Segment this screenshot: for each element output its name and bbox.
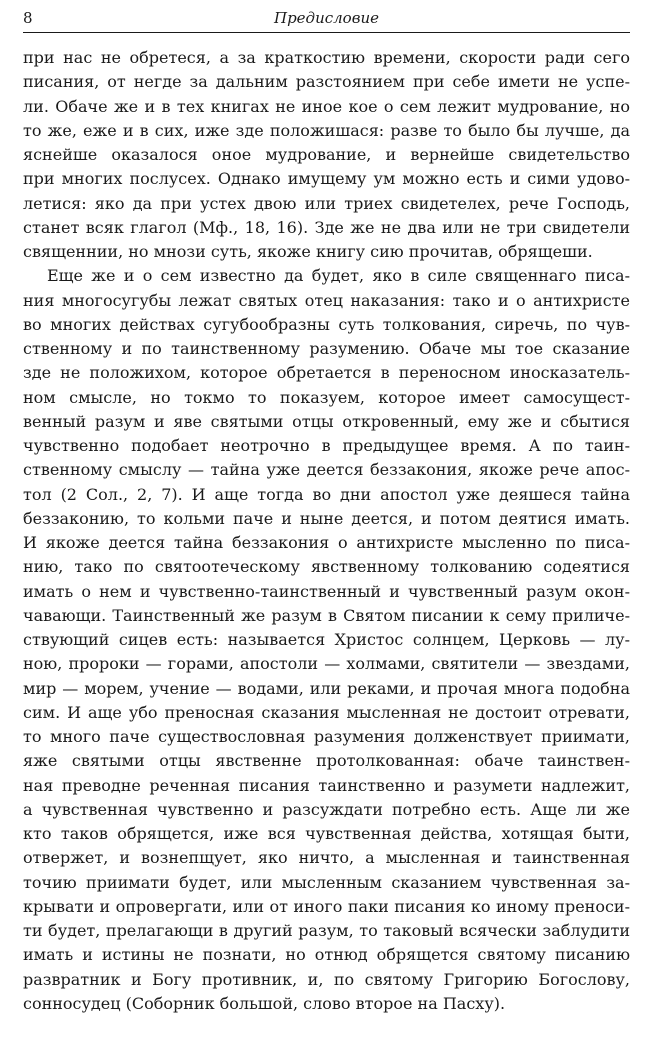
text-line: крывати и опровергати, или от иного паки писания ко иному преноси- bbox=[23, 896, 630, 916]
header-rule bbox=[23, 32, 630, 33]
text-line: зде не положихом, которое обретается в переносном иносказатель- bbox=[23, 363, 630, 383]
text-line: ственному и по таинственному разумению. Обаче мы тое сказание bbox=[23, 339, 630, 358]
text-line: летися: яко да при устех двою или триех свидетелех, рече Господь, bbox=[23, 193, 630, 213]
text-line: мир — морем, учение — водами, или реками, и прочая многа подобна bbox=[23, 678, 630, 698]
text-line: ли. Обаче же и в тех книгах не иное кое о сем лежит мудрование, но bbox=[23, 96, 630, 116]
text-line: венный разум и яве святыми отцы откровенный, ему же и сбытися bbox=[23, 411, 630, 431]
running-title: Предисловие bbox=[274, 9, 379, 27]
text-line: нию, тако по святоотеческому явственному толкованию содеятися bbox=[23, 557, 630, 577]
text-line: отвержет, и вознепщует, яко ничто, а мысленная и таинственная bbox=[23, 848, 630, 868]
text-line: а чувственная чувственно и разсуждати потребно есть. Аще ли же bbox=[23, 799, 630, 819]
text-line: чавающи. Таинственный же разум в Святом писании к сему приличе- bbox=[23, 605, 630, 625]
body-text bbox=[23, 46, 630, 1016]
text-line: ственному смыслу — тайна уже деется беззакония, якоже рече апос- bbox=[23, 460, 630, 480]
text-line: яже святыми отцы явственне протолкованная: обаче таинствен- bbox=[23, 751, 630, 771]
text-line: то же, еже и в сих, иже зде положишася: разве то было бы лучше, да bbox=[23, 120, 630, 140]
text-line: ти будет, прелагающи в другий разум, то таковый всячески заблудити bbox=[23, 921, 630, 940]
text-line: кто таков обрящется, иже вся чувственная действа, хотящая быти, bbox=[23, 824, 630, 843]
text-line: писания, от негде за дальним разстоянием при себе имети не успе- bbox=[23, 72, 630, 92]
text-line: при многих послусех. Однако имущему ум можно есть и сими удово- bbox=[23, 169, 630, 189]
text-line: И якоже деется тайна беззакония о антихристе мысленно по писа- bbox=[23, 533, 630, 552]
text-line: ном смысле, но токмо то показуем, которое имеет самосущест- bbox=[23, 387, 630, 407]
text-line: ная преводне реченная писания таинственно и разумети надлежит, bbox=[23, 775, 630, 795]
text-line: тол (2 Сол., 2, 7). И аще тогда во дни апостол уже деяшеся тайна bbox=[23, 484, 630, 504]
text-line: священнии, но мнози суть, якоже книгу сию прочитав, обрящеши. bbox=[23, 242, 593, 261]
text-line: чувственно подобает неотрочно в предыдущее время. А по таин- bbox=[23, 436, 630, 455]
text-line: сим. И аще убо преносная сказания мысленная не достоит отревати, bbox=[23, 702, 630, 722]
text-line: станет всяк глагол (Мф., 18, 16). Зде же не два или не три свидетели bbox=[23, 217, 630, 237]
text-line: ною, пророки — горами, апостоли — холмами, святители — звездами, bbox=[23, 654, 630, 674]
paragraph-2 bbox=[23, 264, 630, 1016]
text-line: то много паче существословная разумения долженствует приимати, bbox=[23, 727, 630, 746]
text-line: сонносудец (Соборник большой, слово второе на Пасху). bbox=[23, 993, 506, 1013]
page-number: 8 bbox=[23, 9, 33, 27]
page-header bbox=[23, 9, 630, 33]
text-line: развратник и Богу противник, и, по святому Григорию Богослову, bbox=[23, 969, 630, 989]
paragraph-1 bbox=[23, 46, 630, 264]
text-line: точию приимати будет, или мысленным сказанием чувственная за- bbox=[23, 872, 630, 892]
text-line: имать и истины не познати, но отнюд обрящется святому писанию bbox=[23, 945, 630, 965]
text-line: беззаконию, то кольми паче и ныне деется, и потом деятися имать. bbox=[23, 508, 630, 528]
text-line: яснейше оказалося оное мудрование, и вернейше свидетельство bbox=[23, 145, 630, 164]
text-line: при нас не обретеся, а за краткостию времени, скорости ради сего bbox=[23, 48, 630, 67]
text-line: ствующий сицев есть: называется Христос солнцем, Церковь — лу- bbox=[23, 630, 630, 649]
text-line: имать о нем и чувственно-таинственный и чувственный разум окон- bbox=[23, 581, 630, 601]
text-line: Еще же и о сем известно да будет, яко в силе священнаго писа- bbox=[47, 266, 630, 286]
text-line: во многих действах сугубообразны суть толкования, сиречь, по чув- bbox=[23, 314, 630, 334]
text-line: ния многосугубы лежат святых отец наказания: тако и о антихристе bbox=[23, 290, 630, 310]
